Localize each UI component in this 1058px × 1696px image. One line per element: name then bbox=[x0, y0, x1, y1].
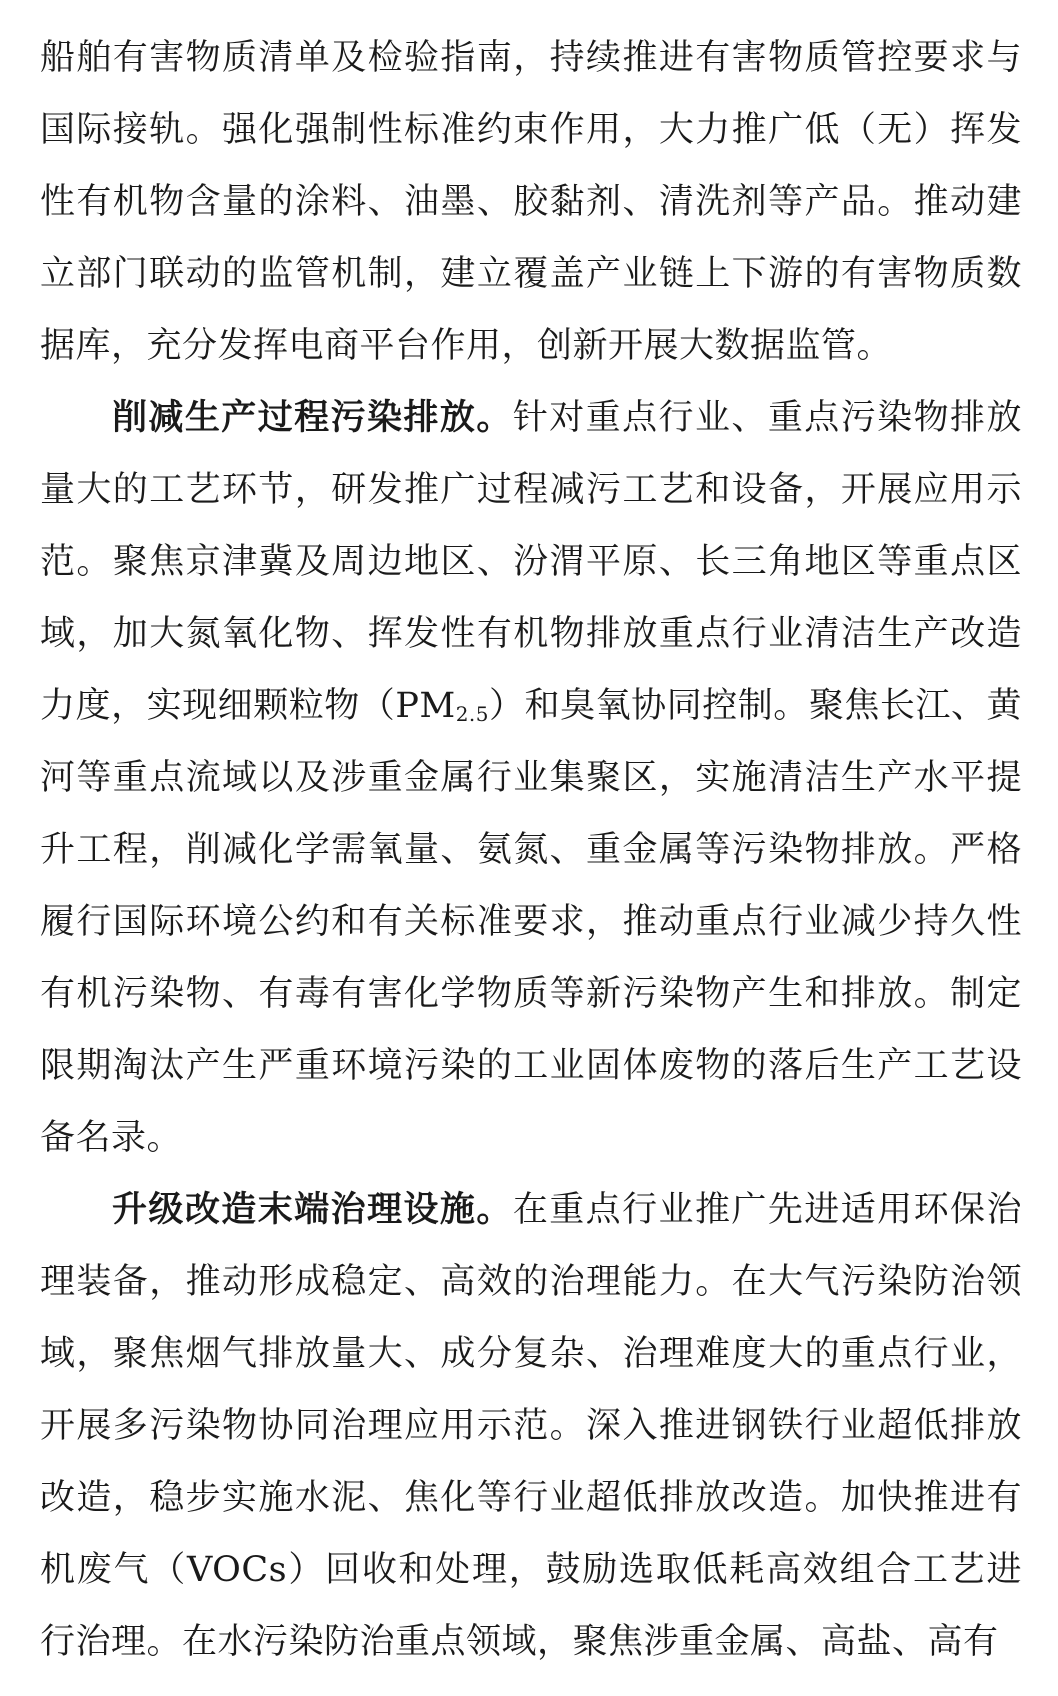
pm-subscript: 2.5 bbox=[455, 702, 490, 726]
paragraph-heading: 削减生产过程污染排放。 bbox=[112, 398, 513, 438]
paragraph-hazardous-substances bbox=[40, 22, 1022, 382]
paragraph-heading: 升级改造末端治理设施。 bbox=[112, 1190, 513, 1230]
paragraph-text: 针对重点行业、重点污染物排放量大的工艺环节，研发推广过程减污工艺和设备，开展应用示范。聚焦京津冀及周边地区、汾渭平原、长三角地区等重点区域，加大氮氧化物、挥发性有机物排放重点行业清洁生产改造力度，实现细颗粒物（PM bbox=[40, 398, 1022, 726]
paragraph-upgrade-end-treatment bbox=[40, 1174, 1022, 1678]
paragraph-text: 在重点行业推广先进适用环保治理装备，推动形成稳定、高效的治理能力。在大气污染防治领域，聚焦烟气排放量大、成分复杂、治理难度大的重点行业，开展多污染物协同治理应用示范。深入推进钢铁行业超低排放改造，稳步实施水泥、焦化等行业超低排放改造。加快推进有机废气（VOCs）回收和处理，鼓励选取低耗高效组合工艺进行治理。在水污染防治重点领域，聚焦涉重金属、高盐、高有 bbox=[40, 1190, 1022, 1662]
document-page bbox=[40, 22, 1022, 1678]
paragraph-reduce-production-pollution bbox=[40, 382, 1022, 1174]
paragraph-text-continued: ）和臭氧协同控制。聚焦长江、黄河等重点流域以及涉重金属行业集聚区，实施清洁生产水平提升工程，削减化学需氧量、氨氮、重金属等污染物排放。严格履行国际环境公约和有关标准要求，推动重点行业减少持久性有机污染物、有毒有害化学物质等新污染物产生和排放。制定限期淘汰产生严重环境污染的工业固体废物的落后生产工艺设备名录。 bbox=[40, 686, 1022, 1158]
paragraph-text: 船舶有害物质清单及检验指南，持续推进有害物质管控要求与国际接轨。强化强制性标准约束作用，大力推广低（无）挥发性有机物含量的涂料、油墨、胶黏剂、清洗剂等产品。推动建立部门联动的监管机制，建立覆盖产业链上下游的有害物质数据库，充分发挥电商平台作用，创新开展大数据监管。 bbox=[40, 38, 1022, 366]
